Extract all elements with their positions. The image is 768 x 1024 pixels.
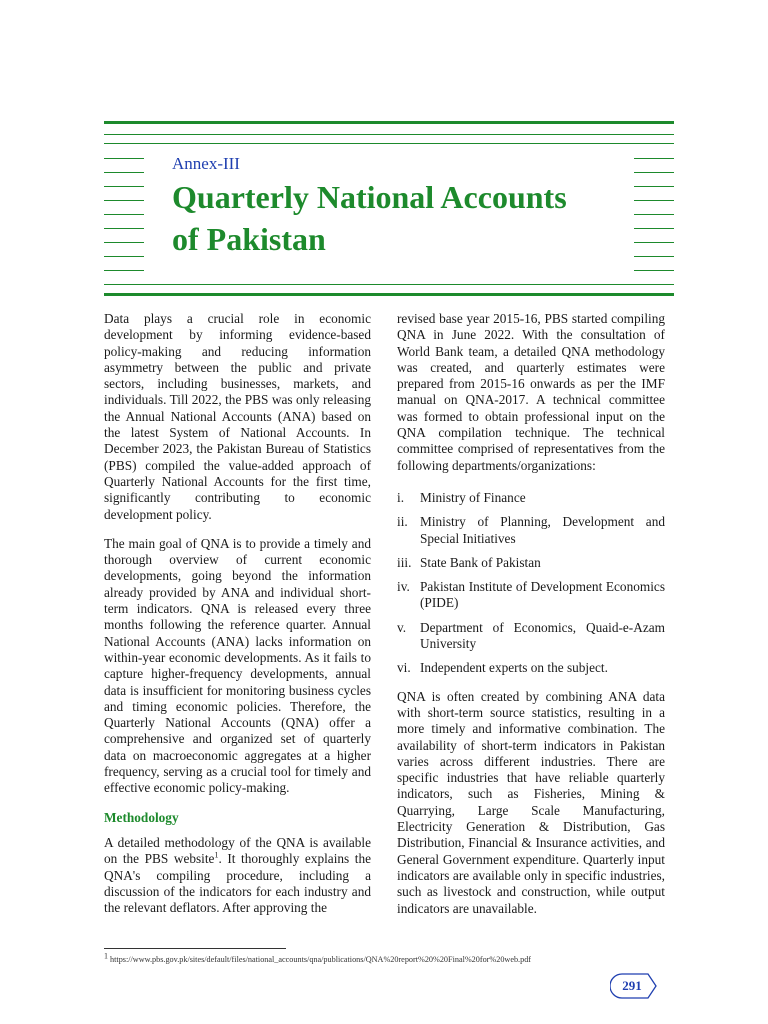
organizations-list xyxy=(397,490,665,677)
side-rule-left xyxy=(104,270,144,271)
page-title-line2: of Pakistan xyxy=(172,221,326,257)
side-rule-right xyxy=(634,158,674,159)
paragraph: Data plays a crucial role in economic development by informing evidence-based policy-making and reducing information asymmetry between the public and private sectors, including businesses, markets, and individuals. Till 2022, the PBS was only releasing the Annual National Accounts (ANA) based on the latest System of National Accounts. In December 2023, the Pakistan Bureau of Statistics (PBS) compiled the value-added approach of Quarterly National Accounts for the first time, significantly contributing to economic development policy. xyxy=(104,311,371,522)
side-rule-right xyxy=(634,172,674,173)
footnote-divider xyxy=(104,948,286,949)
paragraph-text: . It thoroughly explains the QNA's compiling procedure, including a discussion of the indicators for each industry and the relevant deflators. After approving the xyxy=(104,851,372,916)
side-rule-right xyxy=(634,270,674,271)
list-item xyxy=(397,555,665,571)
right-column xyxy=(397,311,665,930)
side-rule-left xyxy=(104,228,144,229)
footnote xyxy=(104,951,532,964)
list-number: vi. xyxy=(397,660,411,676)
side-rule-left xyxy=(104,172,144,173)
list-text: Ministry of Finance xyxy=(420,489,526,505)
paragraph: QNA is often created by combining ANA data with short-term source statistics, resulting in a more timely and informative combination. The availability of short-term indicators in Pakistan varies across different industries. There are specific industries that have reliable quarterly indicators, such as Fisheries, Mining & Quarrying, Large Scale Manufacturing, Electricity Generation & Distribution, Gas Distribution, Financial & Insurance activities, and General Government expenditure. Quarterly input indicators are available only in specific industries, such as livestock and construction, while output indicators are unavailable. xyxy=(397,688,665,916)
footnote-reference[interactable]: 1 xyxy=(214,850,219,860)
list-text: Independent experts on the subject. xyxy=(420,660,608,676)
page-number: 291 xyxy=(622,978,642,993)
list-text: Pakistan Institute of Development Economics (PIDE) xyxy=(420,579,665,611)
side-rule-right xyxy=(634,228,674,229)
header-rule xyxy=(104,134,674,135)
side-rule-left xyxy=(104,214,144,215)
list-number: ii. xyxy=(397,514,408,530)
side-rule-left xyxy=(104,256,144,257)
list-text: Ministry of Planning, Development and Special Initiatives xyxy=(420,514,665,546)
header-rule-bottom xyxy=(104,293,674,296)
list-number: iii. xyxy=(397,554,412,570)
side-rule-right xyxy=(634,256,674,257)
list-number: i. xyxy=(397,489,405,505)
side-rule-right xyxy=(634,200,674,201)
side-rule-left xyxy=(104,158,144,159)
paragraph xyxy=(104,835,371,916)
header-rule xyxy=(104,143,674,144)
footnote-link[interactable]: https://www.pbs.gov.pk/sites/default/files/national_accounts/qna/publications/QNA%20report%20%20Final%20for%20web.pdf xyxy=(110,955,532,964)
list-item xyxy=(397,490,665,506)
paragraph-text: A detailed methodology of the QNA is available on the PBS website xyxy=(104,834,371,867)
paragraph: revised base year 2015-16, PBS started compiling QNA in June 2022. With the consultation of World Bank team, a detailed QNA methodology was created, and quarterly estimates were prepared from 2015-16 onwards as per the IMF manual on QNA-2017. A technical committee was formed to obtain professional input on the QNA compilation technique. The technical committee comprised of representatives from the following departments/organizations: xyxy=(397,311,665,473)
annex-label: Annex-III xyxy=(172,154,240,173)
side-rule-left xyxy=(104,200,144,201)
side-rule-right xyxy=(634,186,674,187)
side-rule-left xyxy=(104,186,144,187)
list-text: State Bank of Pakistan xyxy=(420,554,541,570)
side-rule-right xyxy=(634,242,674,243)
list-number: iv. xyxy=(397,579,410,595)
list-item xyxy=(397,579,665,612)
header-rule xyxy=(104,284,674,285)
left-column xyxy=(104,311,371,929)
list-item xyxy=(397,620,665,653)
header-rule-top xyxy=(104,121,674,124)
page-number-badge xyxy=(610,973,658,999)
side-rule-left xyxy=(104,242,144,243)
list-item xyxy=(397,660,665,676)
footnote-marker: 1 xyxy=(104,951,108,961)
section-heading-methodology: Methodology xyxy=(104,809,179,825)
side-rule-right xyxy=(634,214,674,215)
page-title xyxy=(172,176,622,260)
paragraph: The main goal of QNA is to provide a timely and thorough overview of current economic developments, going beyond the information already provided by ANA and individual short-term indicators. QNA is released every three months following the reference quarter. Annual National Accounts (ANA) lacks information on within-year economic developments. As it fails to capture higher-frequency developments, annual data is insufficient for monitoring business cycles and timing economic policies. Therefore, the Quarterly National Accounts (QNA) offer a comprehensive and organized set of quarterly data on macroeconomic aggregates at a higher frequency, serving as a crucial tool for timely and effective economic policy-making. xyxy=(104,535,371,796)
page-title-line1: Quarterly National Accounts xyxy=(172,179,567,215)
list-item xyxy=(397,514,665,547)
list-number: v. xyxy=(397,619,407,635)
list-text: Department of Economics, Quaid-e-Azam University xyxy=(420,619,665,652)
